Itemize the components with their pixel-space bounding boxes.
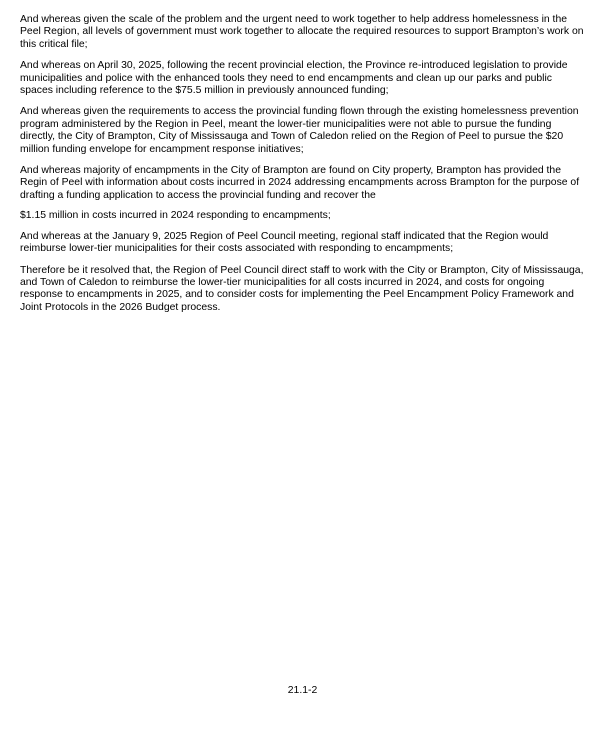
page-number: 21.1-2 <box>287 685 318 696</box>
paragraph-resolution: Therefore be it resolved that, the Region of Peel Council direct staff to work with the City or Brampton, City of Mississauga, and Town of Caledon to reimburse the lower-tier municipalities for all costs incurred in 2024, and costs for ongoing response to encampments in 2025, and to consider costs for implementing the Peel Encampment Policy Framework and Joint Protocols in the 2026 Budget process. <box>20 264 584 313</box>
paragraph-council-meeting: And whereas at the January 9, 2025 Region of Peel Council meeting, regional staff indicated that the Region would reimburse lower-tier municipalities for their costs associated with responding to encampments; <box>20 230 549 255</box>
paragraph-costs-incurred: $1.15 million in costs incurred in 2024 responding to encampments; <box>20 210 331 222</box>
paragraph-funding-requirements: And whereas given the requirements to access the provincial funding flown through the existing homelessness prevention program administered by the Region in Peel, meant the lower-tier municipalities were not able to pursue the funding directly, the City of Brampton, City of Mississauga and Town of Caledon relied on the Region of Peel to pursue the $20 million funding envelope for encampment response initiatives; <box>20 106 579 155</box>
paragraph-provincial-legislation: And whereas on April 30, 2025, following the recent provincial election, the Province re-introduced legislation to provide municipalities and police with the enhanced tools they need to end encampments and clean up our parks and public spaces including reference to the $75.5 million in previously announced funding; <box>20 60 568 97</box>
document-body <box>20 14 586 322</box>
paragraph-scale-of-problem: And whereas given the scale of the problem and the urgent need to work together to help address homelessness in the Peel Region, all levels of government must work together to allocate the required resources to support Brampton’s work on this critical file; <box>20 14 584 50</box>
paragraph-encampments-brampton: And whereas majority of encampments in the City of Brampton are found on City property, Brampton has provided the Regin of Peel with information about costs incurred in 2024 addressing encampments across Brampton for the purpose of drafting a funding application to access the provincial funding and recover the <box>20 165 580 201</box>
